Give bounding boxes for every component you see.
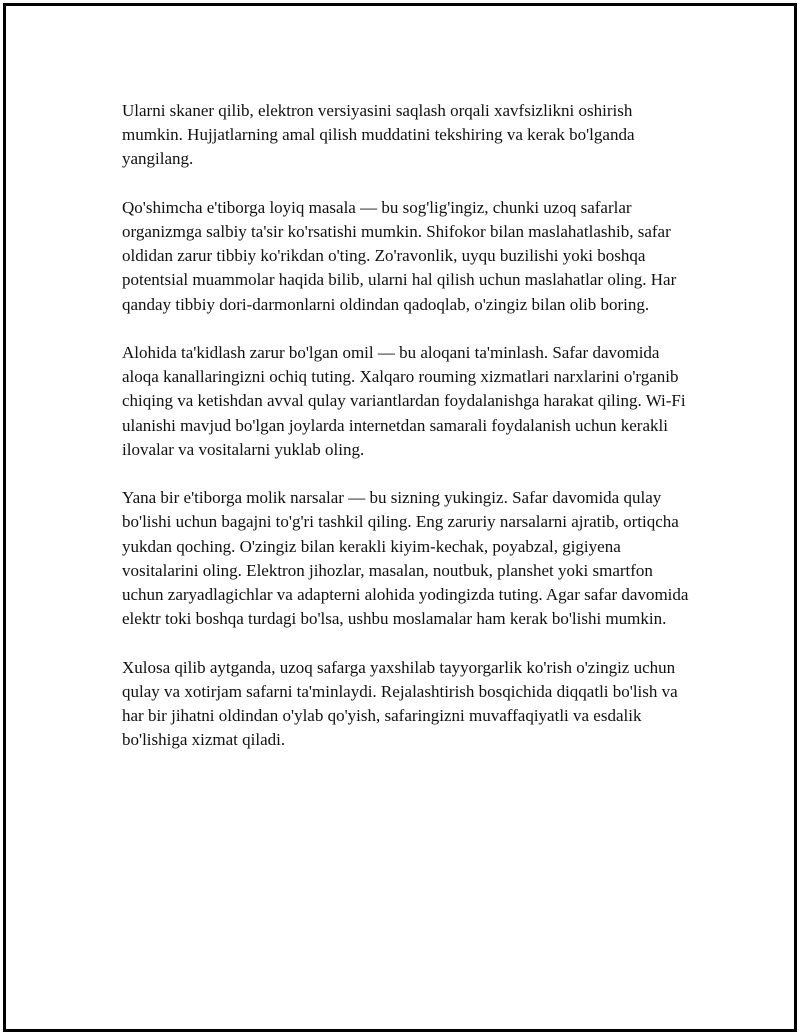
document-body xyxy=(122,99,697,777)
paragraph-health: Qo'shimcha e'tiborga loyiq masala — bu sog'lig'ingiz, chunki uzoq safarlar organizmga salbiy ta'sir ko'rsatishi mumkin. Shifokor bilan maslahatlashib, safar oldidan zarur tibbiy ko'rikdan o'ting. Zo'ravonlik, uyqu buzilishi yoki boshqa potentsial muammolar haqida bilib, ularni hal qilish uchun maslahatlar oling. Har qanday tibbiy dori-darmonlarni oldindan qadoqlab, o'zingiz bilan olib boring. xyxy=(122,197,677,314)
page-frame xyxy=(3,3,797,1032)
paragraph-documents: Ularni skaner qilib, elektron versiyasini saqlash orqali xavfsizlikni oshirish mumkin. Hujjatlarning amal qilish muddatini tekshiring va kerak bo'lganda yangilang. xyxy=(122,101,635,169)
paragraph-communication: Alohida ta'kidlash zarur bo'lgan omil — bu aloqani ta'minlash. Safar davomida aloqa kanallaringizni ochiq tuting. Xalqaro rouming xizmatlari narxlarini o'rganib chiqing va ketishdan avval qulay variantlardan foydalanishga harakat qiling. Wi-Fi ulanishi mavjud bo'lgan joylarda internetdan samarali foydalanish uchun kerakli ilovalar va vositalarni yuklab oling. xyxy=(122,343,686,459)
paragraph-conclusion: Xulosa qilib aytganda, uzoq safarga yaxshilab tayyorgarlik ko'rish o'zingiz uchun qulay va xotirjam safarni ta'minlaydi. Rejalashtirish bosqichida diqqatli bo'lish va har bir jihatni oldindan o'ylab qo'yish, safaringizni muvaffaqiyatli va esdalik bo'lishiga xizmat qiladi. xyxy=(122,657,678,750)
paragraph-luggage: Yana bir e'tiborga molik narsalar — bu sizning yukingiz. Safar davomida qulay bo'lishi uchun bagajni to'g'ri tashkil qiling. Eng zaruriy narsalarni ajratib, ortiqcha yukdan qoching. O'zingiz bilan kerakli kiyim-kechak, poyabzal, gigiyena vositalarini oling. Elektron jihozlar, masalan, noutbuk, planshet yoki smartfon uchun zaryadlagichlar va adapterni alohida yodingizda tuting. Agar safar davomida elektr toki boshqa turdagi bo'lsa, ushbu moslamalar ham kerak bo'lishi mumkin. xyxy=(122,488,689,629)
